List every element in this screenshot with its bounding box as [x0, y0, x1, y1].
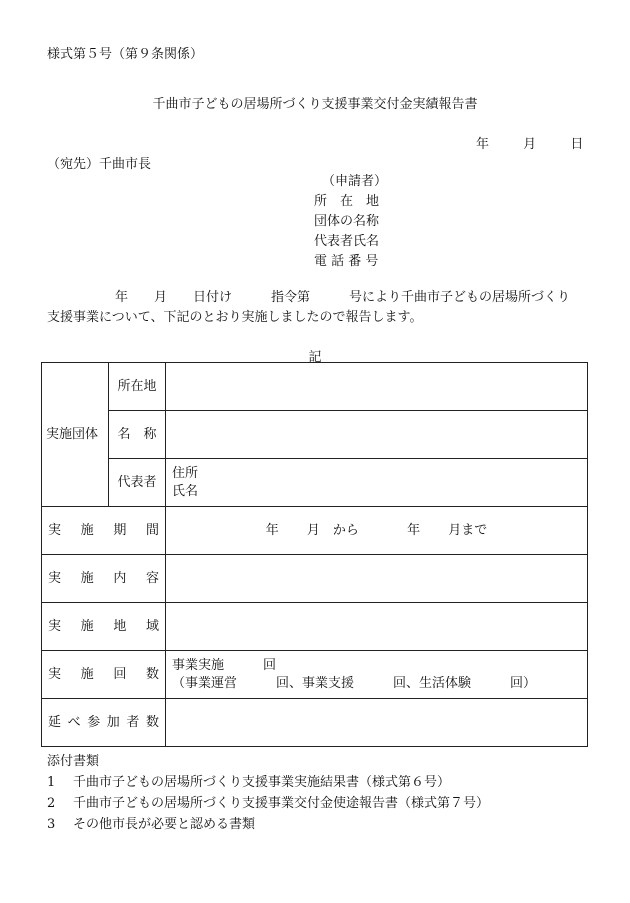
form-number: 様式第５号（第９条関係） [47, 47, 204, 62]
applicant-field-phone: 電 話 番 号 [314, 254, 379, 269]
attachment-number: 3 [47, 817, 56, 832]
content-label-char: 施 [80, 570, 94, 586]
location-label: 所在地 [117, 378, 157, 394]
table-row [42, 603, 588, 651]
area-label-char: 施 [80, 618, 94, 634]
attachments-block [47, 751, 489, 835]
participants-label-char: 数 [145, 714, 159, 730]
report-body [47, 288, 570, 328]
participants-label-char: 延 [48, 714, 62, 730]
count-breakdown-line: （事業運営 回、事業支援 回、生活体験 回） [172, 675, 537, 691]
area-label-char: 地 [113, 618, 127, 634]
applicant-field-org-name: 団体の名称 [314, 214, 380, 229]
count-total-line: 事業実施 回 [172, 657, 277, 673]
count-label-char: 実 [48, 666, 62, 682]
date-line [476, 133, 583, 152]
attachment-text: 千曲市子どもの居場所づくり支援事業交付金使途報告書（様式第７号） [73, 796, 490, 811]
area-label-char: 実 [48, 618, 62, 634]
content-label-char: 実 [48, 570, 62, 586]
name-label-cell [109, 411, 166, 459]
group-label-cell [42, 363, 109, 507]
table-row [42, 555, 588, 603]
period-month-from: 月 から [306, 522, 359, 538]
applicant-block [314, 172, 387, 272]
report-body-line2: 支援事業について、下記のとおり実施しましたので報告します。 [47, 310, 423, 325]
date-day: 日 [570, 137, 584, 152]
area-label-cell [42, 603, 166, 651]
content-label-char: 容 [145, 570, 159, 586]
count-label [48, 666, 159, 684]
participants-input-cell[interactable] [166, 699, 588, 747]
table-row [42, 651, 588, 699]
attachment-text: 千曲市子どもの居場所づくり支援事業実施結果書（様式第６号） [73, 775, 451, 790]
addressee: （宛先）千曲市長 [47, 157, 152, 172]
participants-label-char: べ [67, 714, 81, 730]
area-input-cell[interactable] [166, 603, 588, 651]
location-input-cell[interactable] [166, 363, 588, 411]
period-label [48, 522, 159, 540]
attachment-item [47, 814, 489, 835]
report-table [41, 362, 588, 747]
content-label [48, 570, 159, 588]
name-input-cell[interactable] [166, 411, 588, 459]
period-label-char: 間 [145, 522, 159, 538]
period-label-char: 施 [80, 522, 94, 538]
group-label: 実施団体 [46, 426, 99, 442]
attachment-item [47, 772, 489, 793]
participants-label-char: 加 [106, 714, 120, 730]
table-row [42, 507, 588, 555]
period-input-cell[interactable] [166, 507, 588, 555]
participants-label-char: 者 [126, 714, 140, 730]
period-year-from: 年 [265, 522, 279, 538]
rep-label-cell [109, 459, 166, 507]
applicant-field-rep-name: 代表者氏名 [314, 234, 380, 249]
applicant-header: （申請者） [322, 174, 388, 189]
table-row [42, 363, 588, 411]
period-year-to: 年 [407, 522, 421, 538]
rep-input-cell[interactable] [166, 459, 588, 507]
content-label-cell [42, 555, 166, 603]
participants-label [48, 714, 159, 732]
attachment-text: その他市長が必要と認める書類 [73, 817, 256, 832]
date-month: 月 [523, 137, 537, 152]
period-month-to: 月まで [448, 522, 488, 538]
document-title: 千曲市子どもの居場所づくり支援事業交付金実績報告書 [152, 97, 478, 112]
report-body-line1: 年 月 日付け 指令第 号により千曲市子どもの居場所づくり [115, 290, 571, 305]
area-label-char: 域 [145, 618, 159, 634]
count-label-char: 施 [80, 666, 94, 682]
table-row [42, 459, 588, 507]
table-row [42, 411, 588, 459]
ki-marker: 記 [308, 350, 322, 365]
attachment-number: 1 [47, 775, 56, 790]
applicant-field-address: 所 在 地 [314, 194, 380, 209]
name-label: 名 称 [117, 426, 157, 442]
count-label-char: 数 [145, 666, 159, 682]
period-label-char: 期 [113, 522, 127, 538]
rep-label: 代表者 [117, 474, 157, 490]
participants-label-char: 参 [87, 714, 101, 730]
attachments-heading: 添付書類 [47, 754, 100, 769]
period-label-char: 実 [48, 522, 62, 538]
content-input-cell[interactable] [166, 555, 588, 603]
table-row [42, 699, 588, 747]
rep-address-label: 住所 [172, 465, 199, 481]
area-label [48, 618, 159, 636]
attachment-number: 2 [47, 796, 56, 811]
attachment-item [47, 793, 489, 814]
count-input-cell[interactable] [166, 651, 588, 699]
location-label-cell [109, 363, 166, 411]
date-year: 年 [476, 137, 490, 152]
participants-label-cell [42, 699, 166, 747]
count-label-cell [42, 651, 166, 699]
count-label-char: 回 [113, 666, 127, 682]
period-label-cell [42, 507, 166, 555]
content-label-char: 内 [113, 570, 127, 586]
rep-name-label: 氏名 [172, 483, 199, 499]
